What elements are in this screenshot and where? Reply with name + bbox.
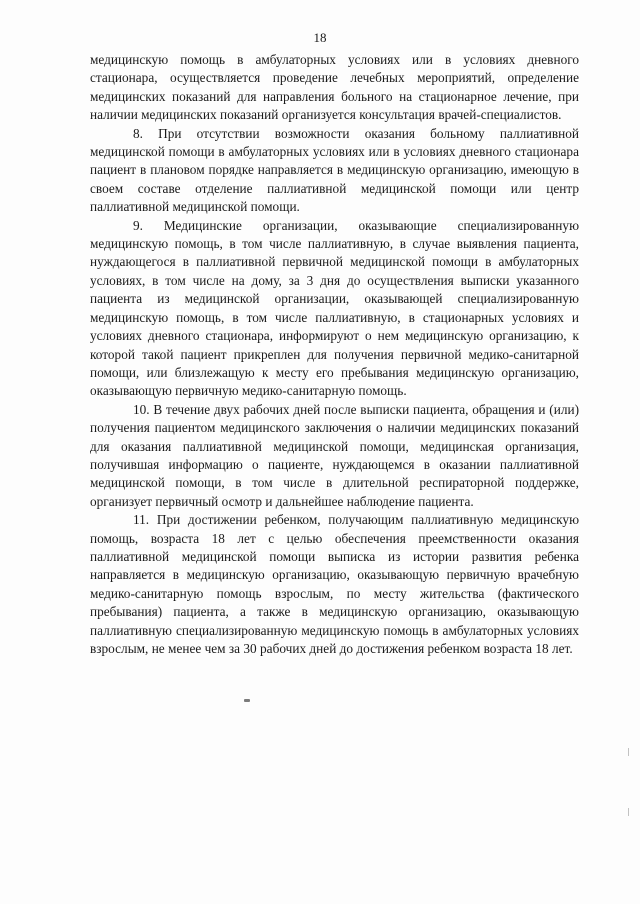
scan-speck <box>628 748 629 756</box>
page-number: 18 <box>313 30 327 45</box>
paragraph-continuation: медицинскую помощь в амбулаторных условиях или в условиях дневного стационара, осуществляется проведение лечебных мероприятий, определение медицинских показаний для направления больного на стационарное лечение, при наличии медицинских показаний организуется консультация врачей-специалистов. <box>90 52 579 123</box>
paragraph-8: 8. При отсутствии возможности оказания больному паллиативной медицинской помощи в амбулаторных условиях или в условиях дневного стационара пациент в плановом порядке направляется в медицинскую организацию, имеющую в своем составе отделение паллиативной медицинской помощи или центр паллиативной медицинской помощи. <box>90 125 579 215</box>
scan-speck <box>628 808 629 816</box>
paragraph-9: 9. Медицинские организации, оказывающие специализированную медицинскую помощь, в том числе паллиативную, в случае выявления пациента, нуждающегося в паллиативной первичной медицинской помощи в амбулаторных условиях, в том числе на дому, за 3 дня до осуществления выписки указанного пациента из медицинской организации, оказывающей специализированную медицинскую помощь, в том числе паллиативную, в стационарных условиях и условиях дневного стационара, информируют о нем медицинскую организацию, к которой такой пациент прикреплен для получения первичной медико-санитарной помощи, или близлежащую к месту его пребывания медицинскую организацию, оказывающую первичную медико-санитарную помощь. <box>90 217 579 399</box>
paragraph-11: 11. При достижении ребенком, получающим паллиативную медицинскую помощь, возраста 18 лет с целью обеспечения преемственности оказания паллиативной медицинской помощи выписка из истории развития ребенка направляется в медицинскую организацию, оказывающую первичную врачебную медико-санитарную помощь взрослым, по месту жительства (фактического пребывания) пациента, а также в медицинскую организацию, оказывающую паллиативную специализированную медицинскую помощь в амбулаторных условиях взрослым, не менее чем за 30 рабочих дней до достижения ребенком возраста 18 лет. <box>90 512 579 656</box>
document-body <box>90 51 579 658</box>
paragraph-10: 10. В течение двух рабочих дней после выписки пациента, обращения и (или) получения пациентом медицинского заключения о наличии медицинских показаний для оказания паллиативной медицинской помощи, медицинская организация, получившая информацию о пациенте, нуждающемся в оказании паллиативной медицинской помощи, в том числе в длительной респираторной поддержке, организует первичный осмотр и дальнейшее наблюдение пациента. <box>90 401 579 509</box>
scan-mark <box>244 699 250 702</box>
